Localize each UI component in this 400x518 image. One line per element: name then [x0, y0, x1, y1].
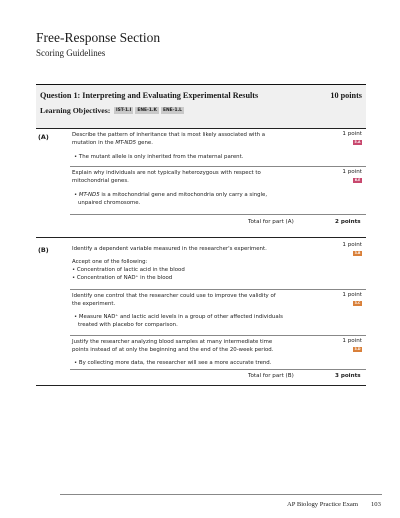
page-title: Free-Response Section	[36, 30, 161, 45]
part-a-row-1-prompt-line-2: mutation in the MT-ND5 gene.	[72, 140, 153, 146]
lo-code: ENE-1.K	[137, 108, 157, 113]
skill-badge: 3.D	[354, 347, 361, 351]
part-b-row-2-bullet-line-2: treated with placebo for comparison.	[78, 322, 178, 328]
part-b-total: Total for part (B)	[248, 373, 294, 379]
part-b-row-3-prompt-line-1: Justify the researcher analyzing blood samples at many intermediate time	[72, 339, 273, 345]
part-b-label: (B)	[38, 246, 49, 254]
skill-badge: 3.C	[354, 301, 361, 305]
part-a-row-2-bullet-line-1: • MT-ND5 is a mitochondrial gene and mitochondria only carry a single,	[74, 192, 268, 198]
question-title: Question 1: Interpreting and Evaluating Experimental Results	[40, 91, 259, 100]
part-a-row-2-prompt-line-2: mitochondrial genes.	[72, 178, 129, 184]
page-subtitle: Scoring Guidelines	[36, 48, 106, 58]
part-a-row-2-point: 1 point	[342, 169, 362, 175]
lo-code: ENE-1.L	[162, 108, 182, 113]
part-a-row-1-prompt-line-1: Describe the pattern of inheritance that is most likely associated with a	[72, 132, 266, 138]
part-a-row-1-point: 1 point	[342, 131, 362, 137]
part-a-label: (A)	[38, 133, 49, 141]
part-b-row-2-prompt-line-1: Identify one control that the researcher could use to improve the validity of	[72, 293, 276, 299]
part-b-row-3-bullet: • By collecting more data, the researcher will see a more accurate trend.	[74, 360, 272, 366]
footer-rule	[60, 494, 382, 495]
part-b-row-2-point: 1 point	[342, 292, 362, 298]
footer-text: AP Biology Practice Exam	[287, 501, 358, 508]
divider	[70, 335, 366, 336]
part-b-row-3-prompt-line-2: points instead of at only the beginning and the end of the 20-week period.	[72, 347, 274, 353]
part-b-row-3-point: 1 point	[342, 338, 362, 344]
part-a-row-1-bullet: • The mutant allele is only inherited from the maternal parent.	[74, 154, 244, 160]
part-a-total: Total for part (A)	[248, 219, 294, 225]
divider	[36, 237, 366, 238]
part-b-row-1-point: 1 point	[342, 242, 362, 248]
divider	[36, 385, 366, 386]
divider	[70, 289, 366, 290]
question-header	[36, 84, 366, 128]
part-b-row-1-bullet-2: • Concentration of NAD⁺ in the blood	[72, 275, 173, 281]
part-b-row-2-prompt-line-2: the experiment.	[72, 301, 116, 307]
part-a-row-2-bullet-line-2: unpaired chromosome.	[78, 200, 141, 206]
skill-badge: 6.E	[354, 178, 361, 182]
question-points: 10 points	[330, 91, 362, 100]
divider	[70, 166, 366, 167]
part-a-row-2-prompt-line-1: Explain why individuals are not typically heterozygous with respect to	[72, 170, 261, 176]
learning-objectives-label: Learning Objectives:	[40, 106, 111, 115]
footer-page-number: 103	[371, 501, 381, 508]
skill-badge: 5.A	[354, 140, 361, 144]
part-a-total-points: 2 points	[335, 219, 361, 225]
part-b-total-points: 3 points	[335, 373, 361, 379]
divider	[70, 214, 366, 215]
learning-objective-codes	[114, 107, 184, 114]
part-b-row-1-accept: Accept one of the following:	[72, 259, 148, 265]
skill-badge: 3.B	[354, 251, 361, 255]
part-b-row-1-bullet-1: • Concentration of lactic acid in the blood	[72, 267, 185, 273]
lo-code: IST-1.I	[116, 108, 132, 113]
divider	[70, 369, 366, 370]
part-b-row-2-bullet-line-1: • Measure NAD⁺ and lactic acid levels in a group of other affected individuals	[74, 314, 283, 320]
part-b-row-1-prompt: Identify a dependent variable measured in the researcher's experiment.	[72, 246, 267, 252]
divider	[36, 128, 366, 129]
